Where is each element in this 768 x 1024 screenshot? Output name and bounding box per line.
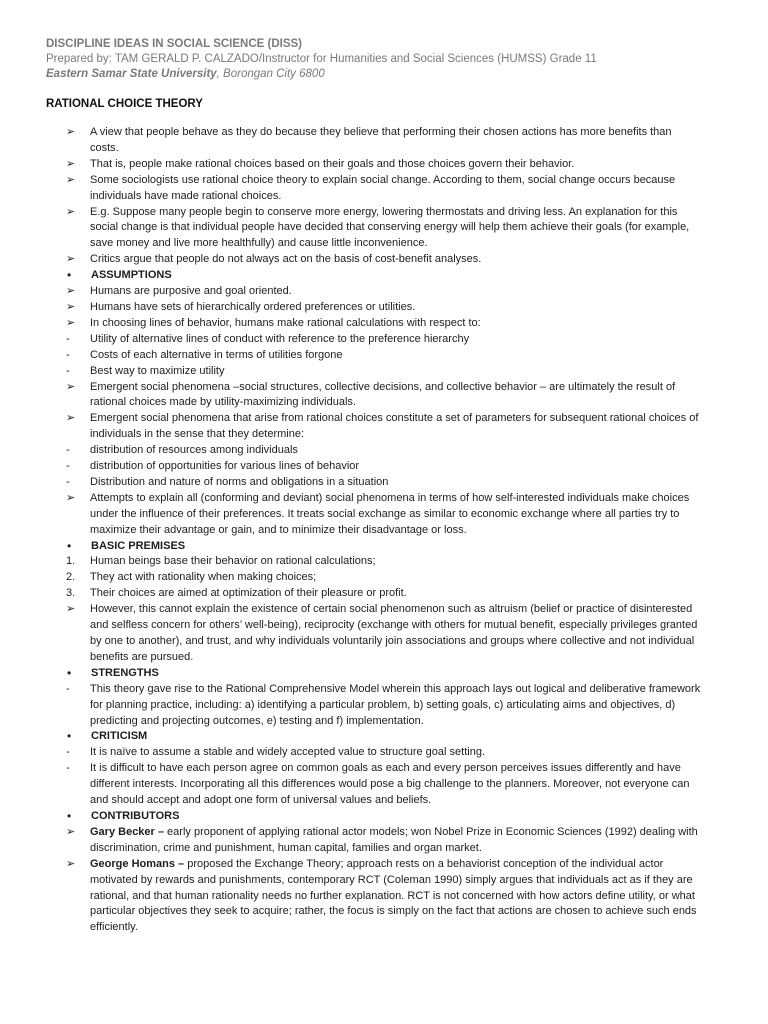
list-marker: - [66, 332, 70, 345]
bullet-icon: • [67, 538, 72, 553]
arrow-bullet-icon: ➢ [66, 126, 76, 138]
list-item-text: distribution of opportunities for various lines of behavior [90, 460, 360, 473]
arrow-bullet-icon: ➢ [66, 205, 76, 218]
list-item-text: That is, people make rational choices based on their goals and those choices govern their behavior. [90, 157, 575, 170]
section-title: RATIONAL CHOICE THEORY [46, 98, 203, 110]
list-item [66, 300, 702, 316]
list-item [66, 411, 702, 443]
list-item [66, 364, 702, 380]
list-item-text: Emergent social phenomena that arise from rational choices constitute a set of parameters for subsequent rational choices of individuals in the sense that they determine: [90, 412, 699, 441]
list-item-text: Their choices are aimed at optimization of their pleasure or profit. [90, 587, 407, 600]
document-body [66, 125, 702, 936]
bullet-icon: • [67, 729, 72, 744]
list-item-text: CRITICISM [91, 730, 148, 743]
list-item [66, 157, 702, 173]
list-item-text: It is naïve to assume a stable and widely accepted value to structure goal setting. [90, 746, 486, 759]
arrow-bullet-icon: ➢ [66, 285, 76, 298]
list-item [66, 682, 702, 730]
list-item-text: Critics argue that people do not always act on the basis of cost-benefit analyses. [90, 253, 482, 266]
list-item-text [90, 825, 702, 857]
list-marker: - [66, 364, 70, 377]
list-marker: 1. [66, 555, 76, 568]
arrow-bullet-icon: ➢ [66, 857, 76, 870]
arrow-bullet-icon: ➢ [66, 491, 76, 504]
course-title: DISCIPLINE IDEAS IN SOCIAL SCIENCE (DISS) [46, 38, 303, 50]
arrow-bullet-icon: ➢ [66, 603, 76, 616]
list-marker: - [66, 348, 70, 361]
list-item-text: STRENGTHS [91, 666, 159, 679]
contributor-name: Gary Becker – [90, 825, 164, 838]
list-item [66, 205, 702, 253]
list-marker: - [66, 746, 70, 759]
contributor-name: George Homans – [90, 857, 185, 870]
list-item-text: Humans have sets of hierarchically ordered preferences or utilities. [90, 300, 416, 313]
university-line [46, 67, 746, 82]
list-item [66, 586, 702, 602]
list-item [66, 602, 702, 666]
list-item [66, 284, 702, 300]
list-item [66, 825, 702, 857]
list-item-text: Best way to maximize utility [90, 364, 225, 377]
list-item-text: BASIC PREMISES [91, 539, 186, 552]
list-item [66, 316, 702, 332]
list-marker: 2. [66, 571, 76, 584]
list-item [66, 125, 702, 157]
list-marker: 3. [66, 587, 76, 600]
list-item-text: ASSUMPTIONS [91, 269, 172, 282]
list-item-text: Humans are purposive and goal oriented. [90, 285, 292, 298]
list-item [66, 252, 702, 268]
arrow-bullet-icon: ➢ [66, 380, 76, 393]
list-item [66, 761, 702, 809]
arrow-bullet-icon: ➢ [66, 316, 76, 329]
list-item [66, 491, 702, 539]
arrow-bullet-icon: ➢ [66, 412, 76, 425]
list-item-text: Human beings base their behavior on rational calculations; [90, 555, 376, 568]
section-heading [66, 268, 702, 284]
list-marker: - [66, 444, 70, 457]
list-item-text: distribution of resources among individuals [90, 444, 298, 457]
list-item-text: Utility of alternative lines of conduct with reference to the preference hierarchy [90, 332, 470, 345]
list-item [66, 173, 702, 205]
bullet-icon: • [67, 665, 72, 680]
list-item [66, 745, 702, 761]
arrow-bullet-icon: ➢ [66, 173, 76, 186]
list-marker: - [66, 460, 70, 473]
list-item [66, 443, 702, 459]
arrow-bullet-icon: ➢ [66, 157, 76, 170]
list-item-text: In choosing lines of behavior, humans make rational calculations with respect to: [90, 316, 481, 329]
list-item [66, 380, 702, 412]
university-name: Eastern Samar State University [46, 68, 217, 80]
list-item-text: Distribution and nature of norms and obligations in a situation [90, 475, 389, 488]
list-item-text: It is difficult to have each person agree on common goals as each and every person perceives issues differently and have different interests. Incorporating all this differences would pose a big challenge to the planners. Moreover, not everyone can and should accept and adopt one form of universal values and beliefs. [90, 762, 690, 807]
list-item [66, 332, 702, 348]
list-item-text: They act with rationality when making choices; [90, 571, 317, 584]
arrow-bullet-icon: ➢ [66, 253, 76, 266]
list-item-text: E.g. Suppose many people begin to conserve more energy, lowering thermostats and driving less. An explanation for this social change is that individual people have decided that conserving energy will help them achieve their goals (for example, save money and live more healthfully) and cause little inconvenience. [90, 205, 690, 250]
document-header [46, 37, 746, 82]
list-marker: - [66, 762, 70, 775]
list-item-text: However, this cannot explain the existence of certain social phenomenon such as altruism (belief or practice of disinterested and selfless concern for others’ well-being), reciprocity (exchange with others for mutual benefit, especially privileges granted by one to another), and trust, and why individuals voluntarily join associations and groups where collective and not individual benefits are pursued. [90, 603, 698, 663]
list-item-text: CONTRIBUTORS [91, 809, 180, 822]
list-item-text: Emergent social phenomena –social structures, collective decisions, and collective behavior – are ultimately the result of rational choices made by utility-maximizing individuals. [90, 380, 676, 409]
list-marker: - [66, 682, 70, 695]
list-item-text: Costs of each alternative in terms of utilities forgone [90, 348, 343, 361]
contributor-description: early proponent of applying rational actor models; won Nobel Prize in Economic Sciences (1992) dealing with discrimination, crime and punishment, human capital, families and organ market. [90, 825, 698, 854]
section-heading [66, 809, 702, 825]
list-item-text: A view that people behave as they do because they believe that performing their chosen actions has more benefits than costs. [90, 126, 672, 154]
list-item-text [90, 857, 702, 937]
list-item [66, 554, 702, 570]
list-marker: - [66, 475, 70, 488]
arrow-bullet-icon: ➢ [66, 825, 76, 838]
list-item [66, 459, 702, 475]
bullet-icon: • [67, 808, 72, 823]
list-item [66, 475, 702, 491]
arrow-bullet-icon: ➢ [66, 300, 76, 313]
section-heading [66, 539, 702, 555]
university-location: , Borongan City 6800 [216, 68, 325, 80]
list-item-text: This theory gave rise to the Rational Comprehensive Model wherein this approach lays out logical and deliberative framework for planning practice, including: a) identifying a particular problem, b) setting goals, c) articulating aims and objectives, d) predicting and projecting outcomes, e) testing and f) implementation. [90, 682, 701, 727]
list-item [66, 570, 702, 586]
contributor-description: proposed the Exchange Theory; approach rests on a behaviorist conception of the individual actor motivated by rewards and punishments, contemporary RCT (Coleman 1990) simply argues that individuals act as if they are rational, and that human rationality needs no further explanation. RCT is not concerned with how actors define utility, or what particular objectives they seek to acquire; rather, the focus is simply on the fact that actions are chosen to achieve such ends efficiently. [90, 857, 697, 934]
list-item [66, 348, 702, 364]
section-heading [66, 666, 702, 682]
list-item [66, 857, 702, 937]
section-heading [66, 729, 702, 745]
bullet-icon: • [67, 268, 72, 283]
list-item-text: Attempts to explain all (conforming and deviant) social phenomena in terms of how self-interested individuals make choices under the influence of their preferences. It treats social exchange as similar to economic exchange where all parties try to maximize their advantage or gain, and to minimize their disadvantage or loss. [90, 491, 690, 536]
list-item-text: Some sociologists use rational choice theory to explain social change. According to them, social change occurs because individuals have made rational choices. [90, 173, 676, 202]
prepared-by-line: Prepared by: TAM GERALD P. CALZADO/Instructor for Humanities and Social Sciences (HUMSS) Grade 11 [46, 53, 597, 65]
